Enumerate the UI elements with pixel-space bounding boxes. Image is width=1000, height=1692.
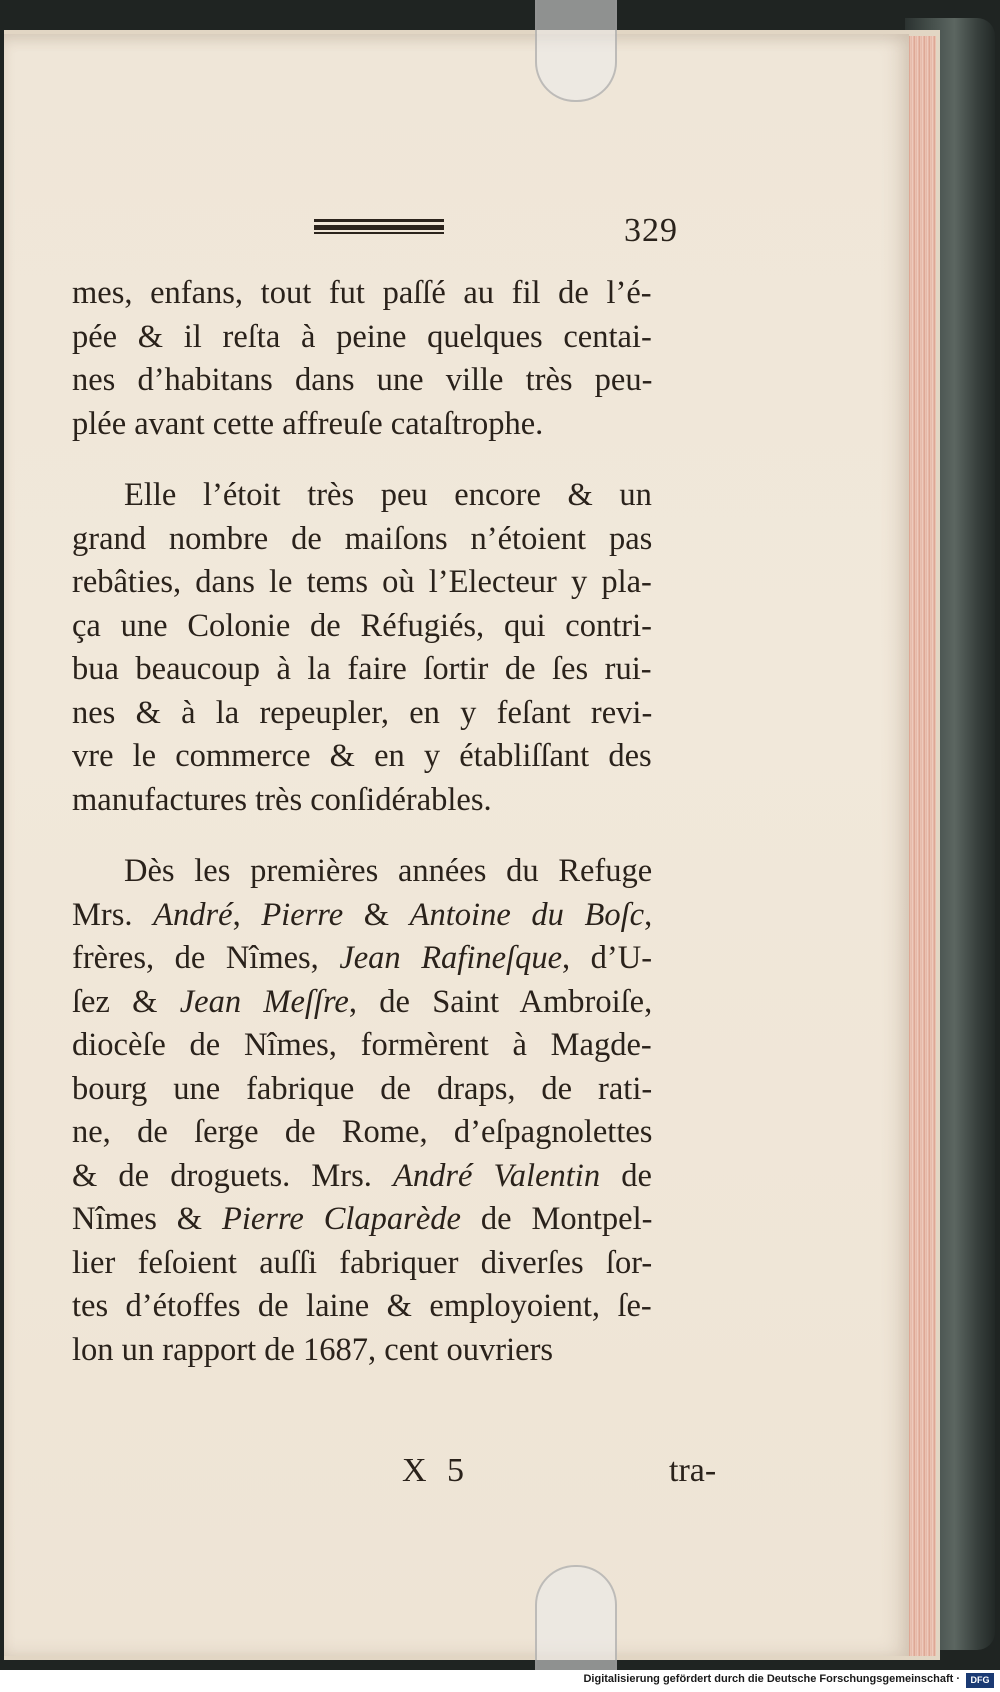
text-line — [72, 270, 652, 316]
text-segment: nes d’habitans dans une ville très peu- — [72, 362, 653, 398]
text-segment: ça une Colonie de Réfugiés, qui contri- — [72, 607, 652, 644]
text-line — [72, 314, 652, 360]
text-segment: & de droguets. Mrs. — [72, 1157, 393, 1194]
text-segment: pée & il reſta à peine quelques centai- — [72, 318, 652, 355]
text-segment: lon un rapport de 1687, cent ouvriers — [72, 1331, 554, 1368]
text-segment: rebâties, dans le tems où l’Electeur y pla- — [72, 564, 652, 600]
page-number: 329 — [624, 212, 678, 249]
text-segment: plée avant cette affreuſe cataſtrophe. — [72, 405, 544, 442]
book-page — [4, 34, 909, 1656]
text-segment: , — [644, 896, 653, 933]
text-segment: grand nombre de maiſons n’étoient pas — [72, 520, 653, 557]
text-segment: tes d’étoffes de laine & employoient, ſe- — [72, 1288, 652, 1324]
text-line — [72, 690, 652, 736]
text-segment: ne, de ſerge de Rome, d’eſpagnolettes — [72, 1114, 653, 1150]
text-segment: , d’U- — [562, 940, 653, 976]
text-segment: bua beaucoup à la faire ſortir de ſes rui- — [72, 651, 652, 687]
text-segment: , — [232, 896, 262, 933]
text-line — [124, 848, 652, 894]
text-segment: Elle l’étoit très peu encore & un — [124, 477, 652, 513]
text-line — [72, 1109, 652, 1155]
text-segment: , de Saint Ambroiſe, — [348, 983, 653, 1020]
text-line — [72, 1153, 652, 1199]
text-segment: Dès les premières années du Refuge — [124, 853, 653, 889]
text-line — [72, 1066, 652, 1112]
text-segment: vre le commerce & en y établiſſant des — [72, 738, 652, 774]
italic-name: Jean Rafineſque — [339, 940, 562, 976]
digitization-credit: Digitalisierung gefördert durch die Deutsche Forschungsgemeinschaft · — [583, 1673, 960, 1685]
text-segment: de Montpel- — [460, 1201, 653, 1237]
page-clip-bottom — [535, 1565, 617, 1677]
header-rule-bar — [314, 225, 444, 230]
text-line — [124, 472, 652, 518]
text-line — [72, 1283, 652, 1329]
text-segment: de — [600, 1157, 652, 1194]
header-rule-bar — [314, 232, 444, 234]
text-segment: frères, de Nîmes, — [72, 940, 340, 976]
text-line — [72, 357, 652, 403]
text-segment: lier feſoient auſſi fabriquer diverſes ſor- — [72, 1244, 653, 1281]
italic-name: Antoine du Boſc — [409, 896, 645, 933]
header-rule — [314, 219, 444, 233]
text-line — [72, 777, 492, 823]
text-line — [72, 1240, 652, 1286]
text-segment: & — [343, 896, 410, 933]
italic-name: André — [153, 896, 233, 933]
italic-name: Pierre — [261, 896, 344, 933]
text-segment: Mrs. — [72, 896, 154, 933]
signature-mark: X 5 — [402, 1452, 471, 1489]
text-segment: manufactures très conſidérables. — [72, 781, 492, 818]
italic-name: Pierre Claparède — [221, 1201, 461, 1237]
text-segment: nes & à la repeupler, en y feſant revi- — [72, 694, 653, 731]
credit-bar — [0, 1670, 1000, 1692]
text-segment: mes, enfans, tout fut paſſé au fil de l’é- — [72, 275, 652, 311]
text-line — [72, 401, 543, 447]
text-segment: ſez & — [72, 983, 180, 1020]
text-line — [72, 733, 652, 779]
text-line — [72, 979, 652, 1025]
italic-name: André Valentin — [393, 1157, 601, 1194]
text-segment: Nîmes & — [72, 1201, 222, 1237]
page-clip-top — [535, 0, 617, 102]
catchword: tra- — [669, 1452, 717, 1489]
text-line — [72, 892, 652, 938]
text-segment: diocèſe de Nîmes, formèrent à Magde- — [72, 1027, 652, 1063]
text-line — [72, 935, 652, 981]
text-line — [72, 646, 652, 692]
text-line — [72, 1196, 652, 1242]
text-line — [72, 1327, 553, 1373]
dfg-logo: DFG — [966, 1673, 994, 1688]
italic-name: Jean Meſſre — [179, 983, 349, 1020]
page-edges — [905, 36, 936, 1656]
text-line — [72, 516, 652, 562]
text-segment: bourg une fabrique de draps, de rati- — [72, 1070, 653, 1107]
text-line — [72, 1022, 652, 1068]
text-line — [72, 559, 652, 605]
text-line — [72, 603, 652, 649]
header-rule-bar — [314, 219, 444, 222]
